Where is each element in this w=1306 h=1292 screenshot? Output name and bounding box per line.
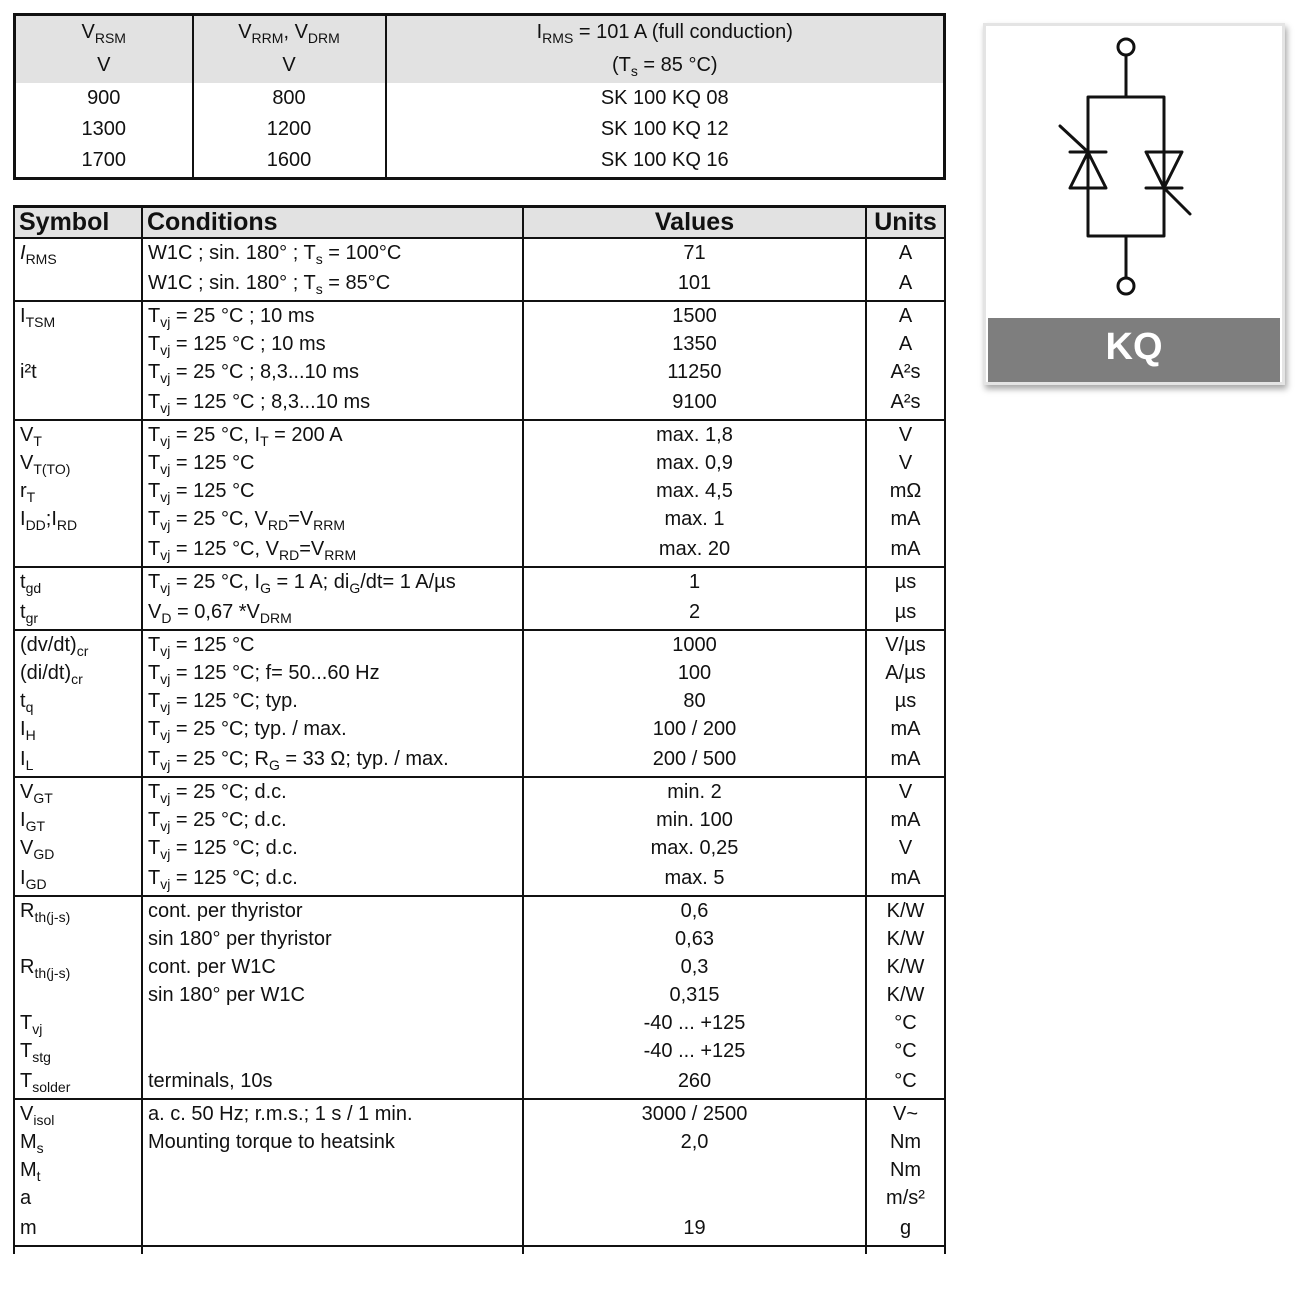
header-ts-condition: ($T_s = 85$ °C) bbox=[386, 49, 945, 83]
unit-line: mA bbox=[890, 809, 921, 831]
symbol-line: $V_{T(TO)}$ bbox=[20, 452, 71, 477]
unit-line: A bbox=[898, 305, 913, 327]
terminal-circle-icon bbox=[1118, 39, 1134, 55]
symbol-line: $T_{stg}$ bbox=[20, 1040, 51, 1065]
value-line: 260 bbox=[677, 1070, 712, 1092]
value-line: 101 bbox=[677, 272, 712, 294]
unit-line: mΩ bbox=[889, 480, 922, 502]
value-cell bbox=[523, 567, 866, 630]
value-cell bbox=[523, 301, 866, 420]
unit-line: K/W bbox=[886, 956, 925, 978]
symbol-line: $I_H$ bbox=[20, 718, 36, 743]
ordering-row bbox=[15, 114, 945, 145]
condition-line: $T_{vj} = 25$ °C ; 10 ms bbox=[148, 305, 315, 330]
value-cell bbox=[523, 896, 866, 1099]
value-line: -40 ... +125 bbox=[643, 1012, 746, 1034]
unit-line: m/s² bbox=[886, 1187, 925, 1209]
unit-line: V/µs bbox=[885, 634, 926, 656]
symbol-line bbox=[20, 330, 136, 358]
value-line: 0,315 bbox=[669, 984, 720, 1006]
symbol-line: $I_{GT}$ bbox=[20, 809, 46, 834]
cell-vrsm: 1700 bbox=[81, 149, 126, 172]
value-line: 0,3 bbox=[680, 956, 709, 978]
condition-line: a. c. 50 Hz; r.m.s.; 1 s / 1 min. bbox=[148, 1103, 413, 1125]
unit-cell bbox=[866, 630, 945, 777]
unit-line: A²s bbox=[890, 391, 921, 413]
thyristor-icon bbox=[986, 26, 1282, 318]
symbol-line: $V_T$ bbox=[20, 424, 42, 449]
value-line: 3000 / 2500 bbox=[641, 1103, 748, 1125]
spec-group bbox=[14, 567, 945, 630]
spec-group bbox=[14, 896, 945, 1099]
condition-line: $T_{vj} = 125$ °C; d.c. bbox=[148, 837, 298, 862]
symbol-cell bbox=[14, 238, 142, 301]
value-line: min. 100 bbox=[656, 809, 733, 831]
value-line: max. 1 bbox=[664, 508, 725, 530]
symbol-line: $V_{isol}$ bbox=[20, 1103, 55, 1128]
symbol-line: $V_{GT}$ bbox=[20, 781, 53, 806]
symbol-line: $R_{th(j-s)}$ bbox=[20, 956, 71, 981]
unit-line: Nm bbox=[889, 1131, 922, 1153]
symbol-cell bbox=[14, 567, 142, 630]
header-units: Units bbox=[866, 207, 945, 239]
value-line: max. 0,25 bbox=[650, 837, 739, 859]
terminal-circle-icon bbox=[1118, 278, 1134, 294]
unit-line: µs bbox=[894, 571, 917, 593]
unit-line: °C bbox=[894, 1040, 917, 1062]
value-line: min. 2 bbox=[667, 781, 722, 803]
symbol-line: i²t bbox=[20, 361, 37, 383]
unit-cell bbox=[866, 238, 945, 301]
value-line: max. 4,5 bbox=[656, 480, 733, 502]
symbol-line: $M_s$ bbox=[20, 1131, 44, 1156]
symbol-line: $t_{gd}$ bbox=[20, 571, 42, 596]
unit-line: K/W bbox=[886, 928, 925, 950]
unit-line: µs bbox=[894, 690, 917, 712]
condition-cell bbox=[142, 567, 523, 630]
symbol-line: $r_T$ bbox=[20, 480, 36, 505]
unit-line: Nm bbox=[889, 1159, 922, 1181]
value-line: max. 1,8 bbox=[656, 424, 733, 446]
value-cell bbox=[523, 420, 866, 567]
condition-line: $T_{vj} = 125$ °C bbox=[148, 480, 255, 505]
unit-line: A bbox=[898, 242, 913, 264]
value-line: 9100 bbox=[672, 391, 717, 413]
unit-cell bbox=[866, 896, 945, 1099]
symbol-line: $I_{GD}$ bbox=[20, 867, 47, 892]
condition-cell bbox=[142, 777, 523, 896]
ordering-header-row-2 bbox=[15, 49, 945, 83]
value-line: 0,63 bbox=[675, 928, 714, 950]
cell-type-designation: SK 100 KQ 16 bbox=[386, 145, 945, 179]
symbol-line: $(di/dt)_{cr}$ bbox=[20, 662, 83, 687]
spec-header-row bbox=[14, 207, 945, 239]
unit-cell bbox=[866, 567, 945, 630]
symbol-line: $V_{GD}$ bbox=[20, 837, 55, 862]
cell-vrsm: 1300 bbox=[81, 117, 126, 140]
symbol-line bbox=[20, 267, 136, 300]
symbol-cell bbox=[14, 420, 142, 567]
value-line: 2 bbox=[688, 601, 701, 623]
condition-line: terminals, 10s bbox=[148, 1070, 273, 1092]
symbol-line bbox=[20, 925, 136, 953]
condition-line: $T_{vj} = 125$ °C; d.c. bbox=[148, 867, 298, 892]
symbol-cell bbox=[14, 630, 142, 777]
condition-line: $T_{vj} = 125$ °C, $V_{RD}=V_{RRM}$ bbox=[148, 538, 357, 563]
ordering-body bbox=[15, 83, 945, 179]
value-line: 0,6 bbox=[680, 900, 709, 922]
condition-line: cont. per W1C bbox=[148, 956, 276, 978]
symbol-line: $T_{vj}$ bbox=[20, 1012, 43, 1037]
unit-cell bbox=[866, 420, 945, 567]
condition-cell bbox=[142, 238, 523, 301]
value-line: max. 5 bbox=[664, 867, 725, 889]
symbol-cell bbox=[14, 777, 142, 896]
value-line: 1 bbox=[688, 571, 701, 593]
value-cell bbox=[523, 630, 866, 777]
symbol-line: a bbox=[20, 1187, 32, 1209]
ordering-header-row-1 bbox=[15, 15, 945, 49]
value-line: max. 0,9 bbox=[656, 452, 733, 474]
symbol-line: $(dv/dt)_{cr}$ bbox=[20, 634, 89, 659]
value-line: 1000 bbox=[672, 634, 717, 656]
unit-line: mA bbox=[890, 867, 921, 889]
unit-line: V bbox=[898, 424, 913, 446]
header-symbol: Symbol bbox=[14, 207, 142, 239]
symbol-line: $I_{DD};I_{RD}$ bbox=[20, 508, 78, 533]
cell-vrsm: 900 bbox=[87, 86, 121, 109]
value-line: 19 bbox=[683, 1217, 706, 1239]
condition-line: $T_{vj} = 25$ °C ; 8,3...10 ms bbox=[148, 361, 359, 386]
condition-line: $T_{vj} = 25$ °C, $I_T = 200$ A bbox=[148, 424, 343, 449]
condition-line bbox=[148, 1009, 517, 1037]
condition-line: $T_{vj} = 125$ °C bbox=[148, 634, 255, 659]
header-values: Values bbox=[523, 207, 866, 239]
condition-cell bbox=[142, 1099, 523, 1246]
condition-cell bbox=[142, 896, 523, 1099]
unit-line: mA bbox=[890, 538, 921, 560]
symbol-line: $I_{TSM}$ bbox=[20, 305, 56, 330]
unit-line: V bbox=[898, 837, 913, 859]
unit-line: V~ bbox=[892, 1103, 919, 1125]
symbol-line: $t_{gr}$ bbox=[20, 601, 39, 626]
value-cell bbox=[523, 1099, 866, 1246]
value-line: 100 bbox=[677, 662, 712, 684]
value-line: -40 ... +125 bbox=[643, 1040, 746, 1062]
ordering-row bbox=[15, 83, 945, 114]
symbol-line bbox=[20, 533, 136, 566]
spec-group bbox=[14, 777, 945, 896]
unit-line: K/W bbox=[886, 900, 925, 922]
circuit-symbol-card bbox=[983, 23, 1285, 385]
value-line bbox=[529, 1184, 860, 1212]
header-vrrm-vdrm: $V_{RRM}$, $V_{DRM}$ bbox=[193, 15, 386, 49]
condition-cell bbox=[142, 420, 523, 567]
value-line: 100 / 200 bbox=[652, 718, 737, 740]
value-cell bbox=[523, 777, 866, 896]
condition-line: W1C ; sin. 180° ; $T_s = 100^\circ C$ bbox=[148, 242, 402, 267]
cell-vrrm: 1200 bbox=[193, 114, 386, 145]
condition-cell bbox=[142, 630, 523, 777]
condition-cell bbox=[142, 301, 523, 420]
header-unit-vrrm: V bbox=[193, 49, 386, 83]
value-line: 71 bbox=[683, 242, 706, 264]
symbol-line: $I_{RMS}$ bbox=[20, 242, 57, 267]
spec-table bbox=[13, 205, 946, 1254]
condition-line: W1C ; sin. 180° ; $T_s = 85^\circ C$ bbox=[148, 272, 391, 297]
spec-group bbox=[14, 1099, 945, 1246]
ordering-table bbox=[13, 13, 946, 180]
condition-line: $T_{vj} = 125$ °C ; 10 ms bbox=[148, 333, 326, 358]
unit-line: A/µs bbox=[885, 662, 926, 684]
condition-line: $T_{vj} = 25$ °C; $R_G = 33$ Ω; typ. / max. bbox=[148, 748, 449, 773]
symbol-line: $I_L$ bbox=[20, 748, 34, 773]
condition-line bbox=[148, 1037, 517, 1065]
cell-type-designation: SK 100 KQ 08 bbox=[386, 83, 945, 114]
header-vrsm: $V_{RSM}$ bbox=[15, 15, 193, 49]
condition-line bbox=[148, 1156, 517, 1184]
condition-line: $V_D = 0,67$ $*V_{DRM}$ bbox=[148, 601, 292, 626]
unit-line: °C bbox=[894, 1012, 917, 1034]
condition-line: Mounting torque to heatsink bbox=[148, 1131, 395, 1153]
value-line: max. 20 bbox=[658, 538, 731, 560]
unit-cell bbox=[866, 777, 945, 896]
value-line bbox=[529, 1156, 860, 1184]
package-label: KQ bbox=[988, 318, 1280, 382]
symbol-cell bbox=[14, 301, 142, 420]
value-cell bbox=[523, 238, 866, 301]
symbol-line bbox=[20, 386, 136, 419]
condition-line: $T_{vj} = 25$ °C; typ. / max. bbox=[148, 718, 347, 743]
unit-line: V bbox=[898, 781, 913, 803]
spec-table-tail bbox=[14, 1246, 945, 1254]
cell-vrrm: 1600 bbox=[193, 145, 386, 179]
condition-line: sin 180° per W1C bbox=[148, 984, 305, 1006]
symbol-line: $t_q$ bbox=[20, 690, 34, 715]
symbol-line: $M_t$ bbox=[20, 1159, 41, 1184]
value-line: 1350 bbox=[672, 333, 717, 355]
unit-line: °C bbox=[894, 1070, 917, 1092]
condition-line: $T_{vj} = 125$ °C ; 8,3...10 ms bbox=[148, 391, 371, 416]
unit-line: A bbox=[898, 333, 913, 355]
condition-line: $T_{vj} = 125$ °C bbox=[148, 452, 255, 477]
condition-line: $T_{vj} = 25$ °C, $I_G = 1$ A; $di_G/dt= 1$ A/µs bbox=[148, 571, 456, 596]
header-conditions: Conditions bbox=[142, 207, 523, 239]
value-line: 11250 bbox=[667, 361, 722, 383]
condition-line: $T_{vj} = 25$ °C; d.c. bbox=[148, 809, 287, 834]
cell-type-designation: SK 100 KQ 12 bbox=[386, 114, 945, 145]
ordering-row bbox=[15, 145, 945, 179]
symbol-line bbox=[20, 981, 136, 1009]
unit-line: mA bbox=[890, 508, 921, 530]
unit-line: mA bbox=[890, 718, 921, 740]
condition-line: $T_{vj} = 125$ °C; typ. bbox=[148, 690, 298, 715]
spec-group bbox=[14, 630, 945, 777]
symbol-line: m bbox=[20, 1217, 37, 1239]
spec-group bbox=[14, 238, 945, 301]
cell-vrrm: 800 bbox=[193, 83, 386, 114]
unit-line: K/W bbox=[886, 984, 925, 1006]
condition-line bbox=[148, 1212, 517, 1245]
spec-group bbox=[14, 420, 945, 567]
symbol-cell bbox=[14, 1099, 142, 1246]
unit-cell bbox=[866, 301, 945, 420]
condition-line: $T_{vj} = 25$ °C; d.c. bbox=[148, 781, 287, 806]
unit-line: µs bbox=[894, 601, 917, 623]
unit-cell bbox=[866, 1099, 945, 1246]
spec-group bbox=[14, 301, 945, 420]
unit-line: A bbox=[898, 272, 913, 294]
value-line: 200 / 500 bbox=[652, 748, 737, 770]
symbol-line: $R_{th(j-s)}$ bbox=[20, 900, 71, 925]
condition-line bbox=[148, 1184, 517, 1212]
unit-line: g bbox=[899, 1217, 912, 1239]
header-irms: $I_{RMS} = 101$ A (full conduction) bbox=[386, 15, 945, 49]
condition-line: $T_{vj} = 125$ °C; f= 50...60 Hz bbox=[148, 662, 380, 687]
header-unit-vrsm: V bbox=[15, 49, 193, 83]
value-line: 2,0 bbox=[680, 1131, 709, 1153]
condition-line: $T_{vj} = 25$ °C, $V_{RD}=V_{RRM}$ bbox=[148, 508, 345, 533]
symbol-line: $T_{solder}$ bbox=[20, 1070, 71, 1095]
unit-line: mA bbox=[890, 748, 921, 770]
symbol-cell bbox=[14, 896, 142, 1099]
unit-line: A²s bbox=[890, 361, 921, 383]
value-line: 1500 bbox=[672, 305, 717, 327]
unit-line: V bbox=[898, 452, 913, 474]
value-line: 80 bbox=[683, 690, 706, 712]
condition-line: cont. per thyristor bbox=[148, 900, 303, 922]
condition-line: sin 180° per thyristor bbox=[148, 928, 332, 950]
